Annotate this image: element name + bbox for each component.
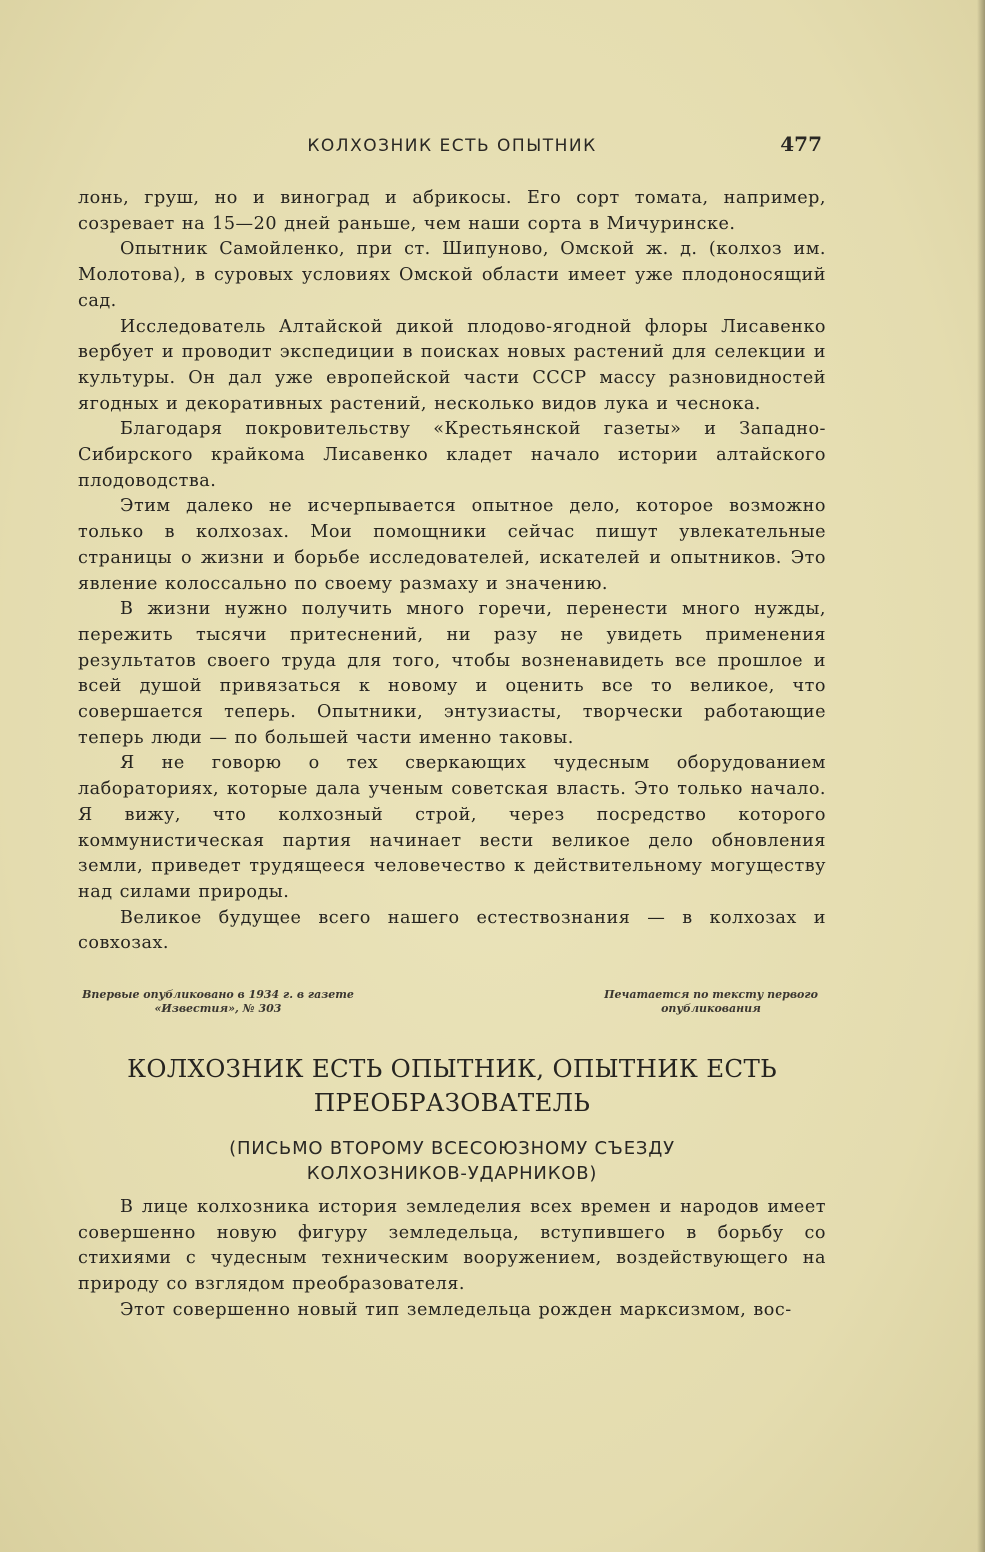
running-title: КОЛХОЗНИК ЕСТЬ ОПЫТНИК	[307, 136, 597, 156]
paragraph: Великое будущее всего нашего естествознания — в колхозах и совхозах.	[78, 907, 826, 954]
paragraph: Я не говорю о тех сверкающих чудесным оборудованием лабораториях, которые дала ученым советская власть. Это только начало. Я вижу, что колхозный строй, через посредство которого коммунистическая партия начинает вести великое дело обновления земли, приведет трудящееся человечество к действительному могуществу над силами природы.	[78, 753, 826, 902]
paragraph: Этим далеко не исчерпывается опытное дело, которое возможно только в колхозах. Мои помощники сейчас пишут увлекательные страницы о жизни и борьбе исследователей, искателей и опытников. Это явление колоссально по своему размаху и значению.	[78, 496, 826, 594]
paragraph: лонь, груш, но и виноград и абрикосы. Его сорт томата, например, созревает на 15—20 дней раньше, чем наши сорта в Мичуринске.	[78, 188, 826, 234]
subtitle-line: КОЛХОЗНИКОВ-УДАРНИКОВ)	[306, 1163, 598, 1184]
page-header	[78, 132, 826, 162]
body-text	[78, 186, 826, 957]
paragraph: В жизни нужно получить много горечи, перенести много нужды, пережить тысячи притеснений, ни разу не увидеть применения результатов своего труда для того, чтобы возненавидеть все прошлое и всей душой привязаться к новому и оценить все то великое, что совершается теперь. Опытники, энтузиасты, творчески работающие теперь люди — по большей части именно таковы.	[78, 599, 826, 748]
publication-notes	[78, 988, 826, 1020]
note-line: опубликования	[661, 1002, 761, 1015]
paragraph: Исследователь Алтайской дикой плодово-ягодной флоры Лисавенко вербует и проводит экспедиции в поисках новых растений для селекции и культуры. Он дал уже европейской части СССР массу разновидностей ягодных и декоративных растений, несколько видов лука и чеснока.	[78, 316, 826, 414]
note-line: Печатается по тексту первого	[604, 988, 818, 1001]
page-edge-shadow	[977, 0, 985, 1552]
page-number: 477	[780, 132, 822, 156]
note-line: Впервые опубликовано в 1934 г. в газете	[82, 988, 354, 1001]
paragraph: В лице колхозника история земледелия всех времен и народов имеет совершенно новую фигуру земледельца, вступившего в борьбу со стихиями с чудесным техническим вооружением, воздействующего на природу со взглядом преобразователя.	[78, 1197, 826, 1295]
note-line: «Известия», № 303	[154, 1002, 282, 1015]
paragraph: Благодаря покровительству «Крестьянской газеты» и Западно-Сибирского крайкома Лисавенко кладет начало истории алтайского плодоводства.	[78, 419, 826, 491]
article-subtitle	[78, 1136, 826, 1186]
article-body-text	[78, 1195, 826, 1324]
print-source-note	[596, 988, 826, 1016]
paragraph: Этот совершенно новый тип земледельца рожден марксизмом, вос-	[120, 1299, 792, 1320]
article-title	[78, 1052, 826, 1120]
title-line: КОЛХОЗНИК ЕСТЬ ОПЫТНИК, ОПЫТНИК ЕСТЬ	[127, 1054, 777, 1083]
publication-source-note	[78, 988, 358, 1016]
subtitle-line: (ПИСЬМО ВТОРОМУ ВСЕСОЮЗНОМУ СЪЕЗДУ	[229, 1138, 675, 1159]
paragraph: Опытник Самойленко, при ст. Шипуново, Омской ж. д. (колхоз им. Молотова), в суровых условиях Омской области имеет уже плодоносящий сад.	[78, 239, 826, 311]
title-line: ПРЕОБРАЗОВАТЕЛЬ	[313, 1088, 591, 1117]
